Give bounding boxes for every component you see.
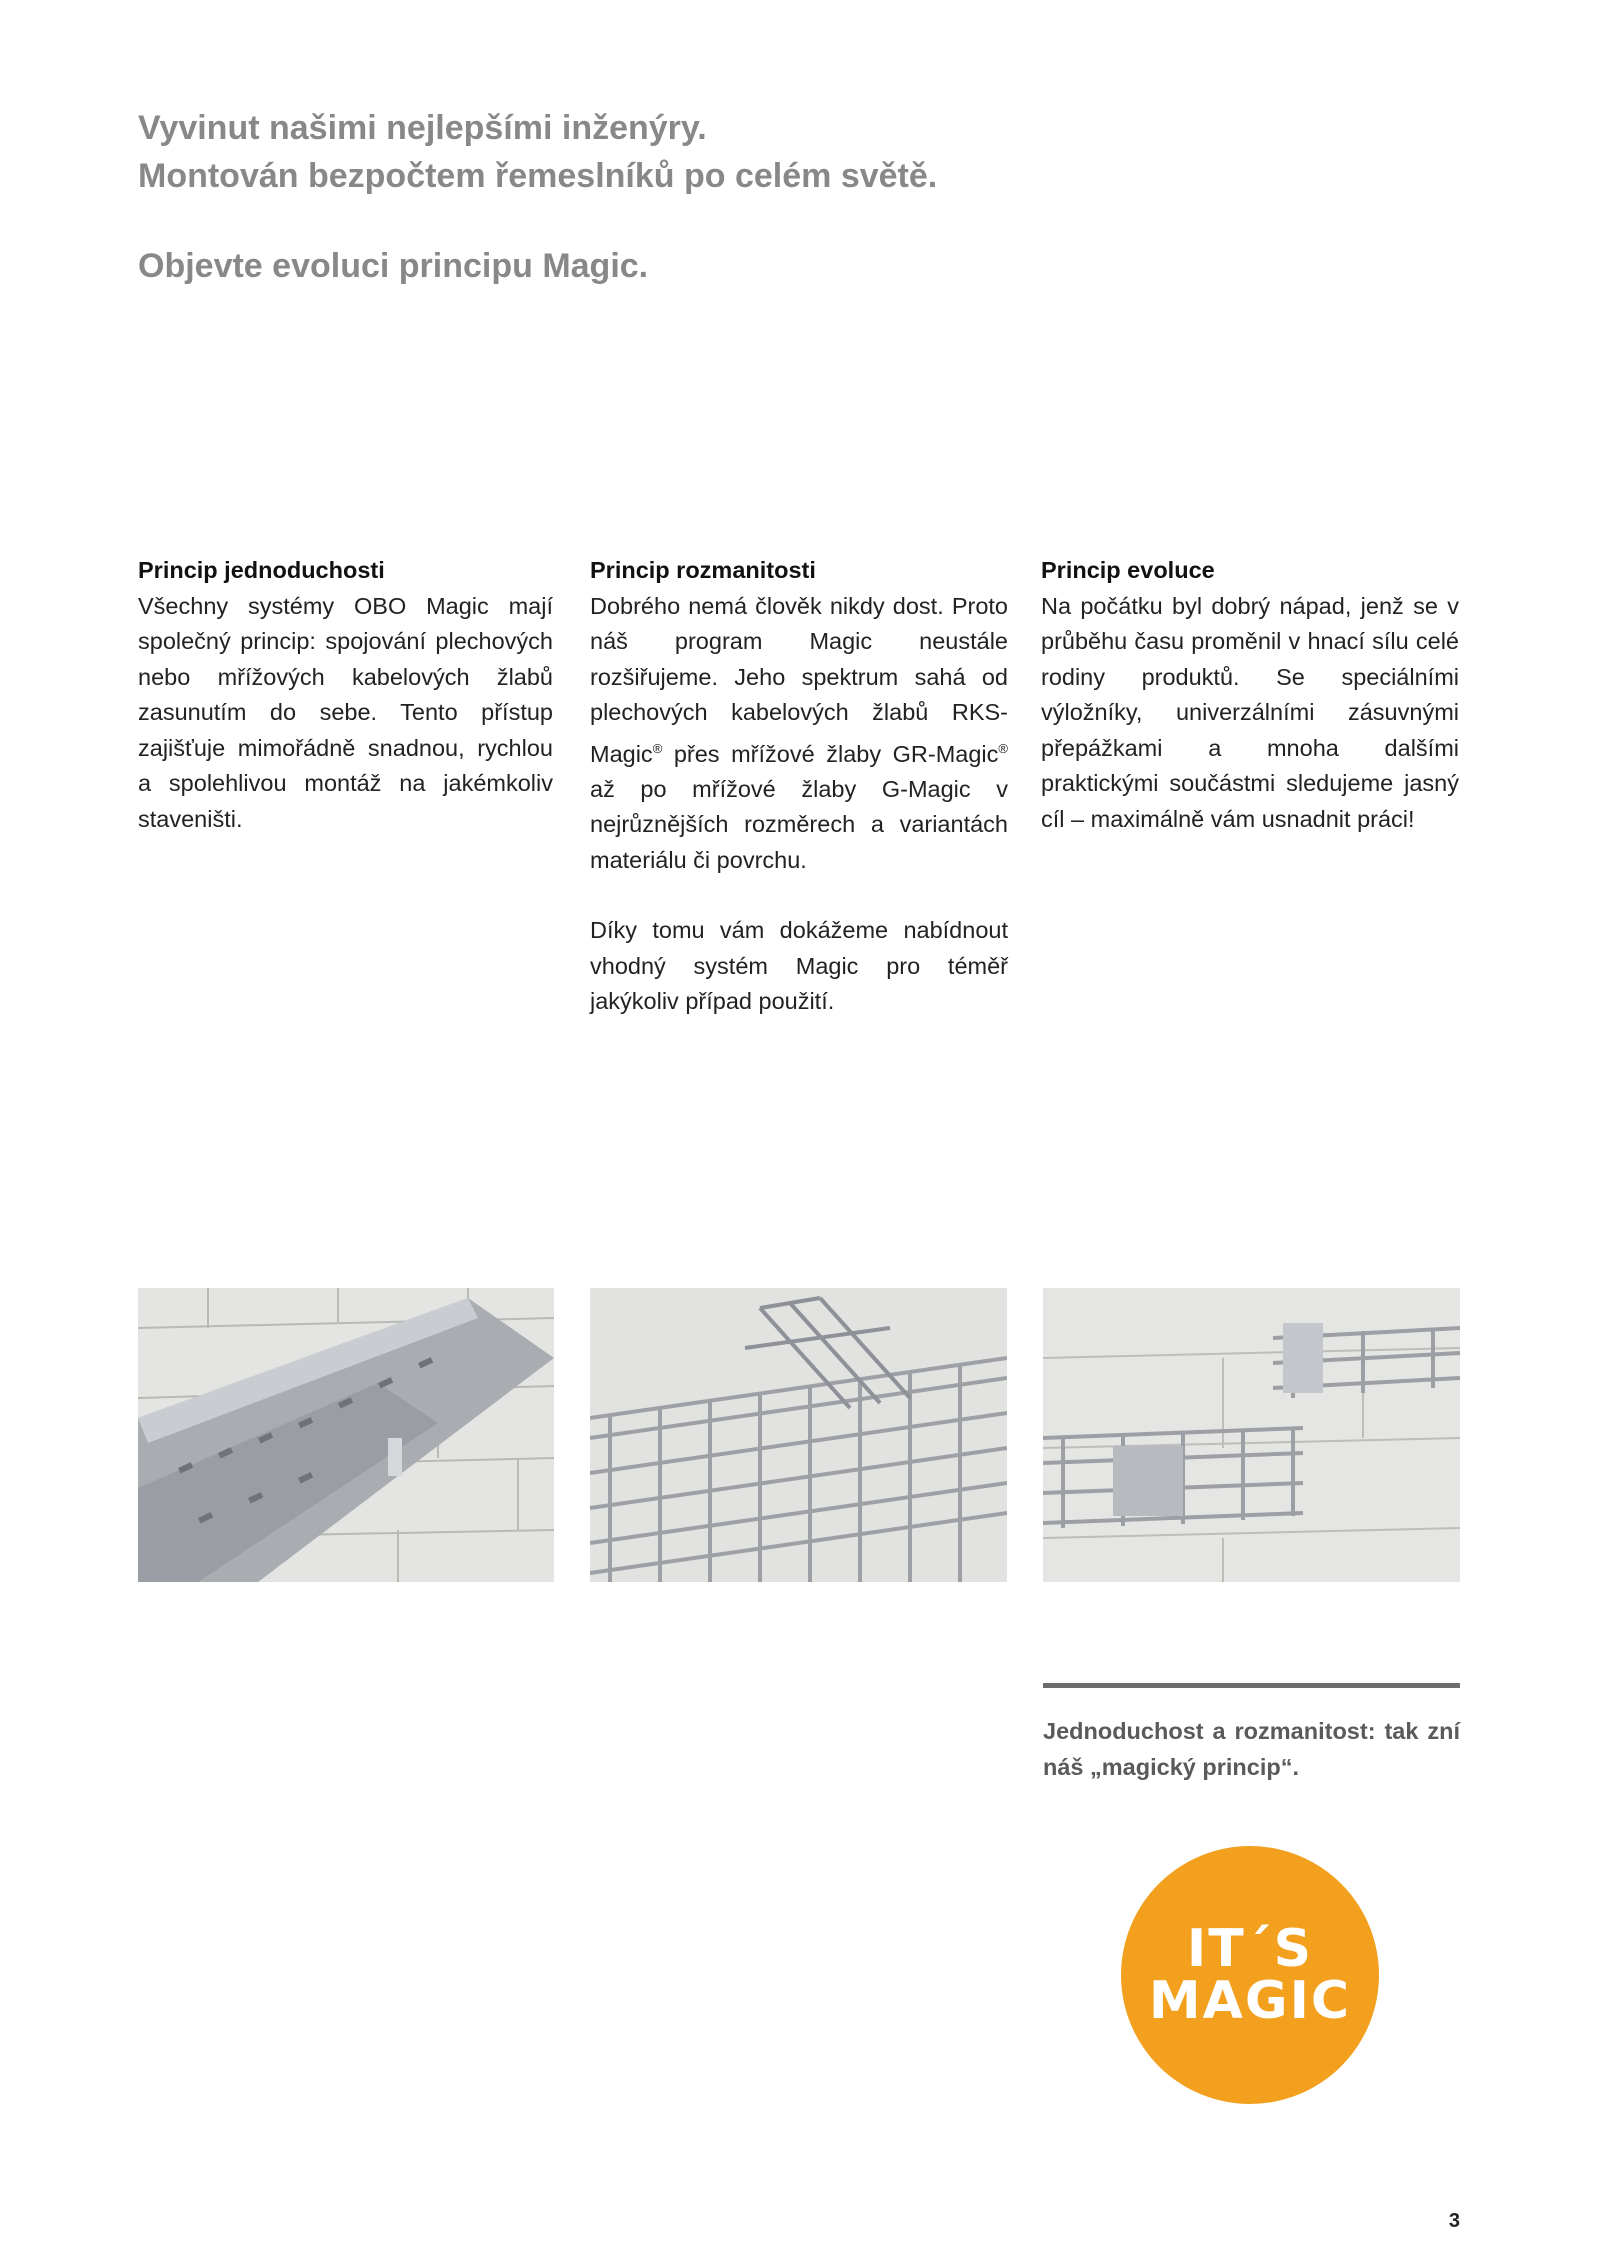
its-magic-badge xyxy=(1121,1846,1379,2104)
headline xyxy=(138,104,1338,290)
caption-divider xyxy=(1043,1683,1460,1688)
column-simplicity xyxy=(138,553,553,837)
column-text: Dobrého nemá člověk nikdy dost. Proto náš program Magic neustále rozšiřujeme. Jeho spektrum sahá od plechových kabelových žlabů RKS-Magic® přes mřížové žlaby GR-Magic® až po mřížové žlaby G-Magic v nejrůznějších rozměrech a variantách materiálu či povrchu. xyxy=(590,592,1008,873)
column-title: Princip rozmanitosti xyxy=(590,557,816,583)
column-diversity xyxy=(590,553,1008,1020)
badge-line-2: MAGIC xyxy=(1148,1971,1352,2031)
registered-mark: ® xyxy=(998,740,1008,756)
column-title: Princip jednoduchosti xyxy=(138,557,385,583)
photo-wire-mesh-tray xyxy=(590,1288,1007,1582)
photo-caption: Jednoduchost a rozmanitost: tak zní náš „magický princip“. xyxy=(1043,1718,1460,1780)
column-evolution xyxy=(1041,553,1459,837)
badge-line-1: IT´S xyxy=(1186,1919,1314,1979)
page-number: 3 xyxy=(1448,2210,1460,2232)
column-title: Princip evoluce xyxy=(1041,557,1215,583)
column-text: Na počátku byl dobrý nápad, jenž se v průběhu času proměnil v hnací sílu celé rodiny produktů. Se speciálními výložníky, univerzálními zásuvnými přepážkami a mnoha dalšími praktickými součástmi sledujeme jasný cíl – maximálně vám usnadnit práci! xyxy=(1041,592,1459,832)
headline-line-2: Montován bezpočtem řemeslníků po celém světě. xyxy=(138,157,938,195)
column-text: Díky tomu vám dokážeme nabídnout vhodný systém Magic pro téměř jakýkoliv případ použití. xyxy=(590,917,1008,1015)
headline-line-3: Objevte evoluci principu Magic. xyxy=(138,247,649,285)
registered-mark: ® xyxy=(652,740,663,756)
photo-sheet-metal-tray xyxy=(138,1288,554,1582)
column-text: Všechny systémy OBO Magic mají společný princip: spojování plechových nebo mřížových kabelových žlabů zasunutím do sebe. Tento přístup zajišťuje mimořádně snadnou, rychlou a spolehlivou montáž na jakémkoliv staveništi. xyxy=(138,592,553,832)
headline-line-1: Vyvinut našimi nejlepšími inženýry. xyxy=(138,109,707,147)
photo-wire-mesh-connector xyxy=(1043,1288,1460,1582)
